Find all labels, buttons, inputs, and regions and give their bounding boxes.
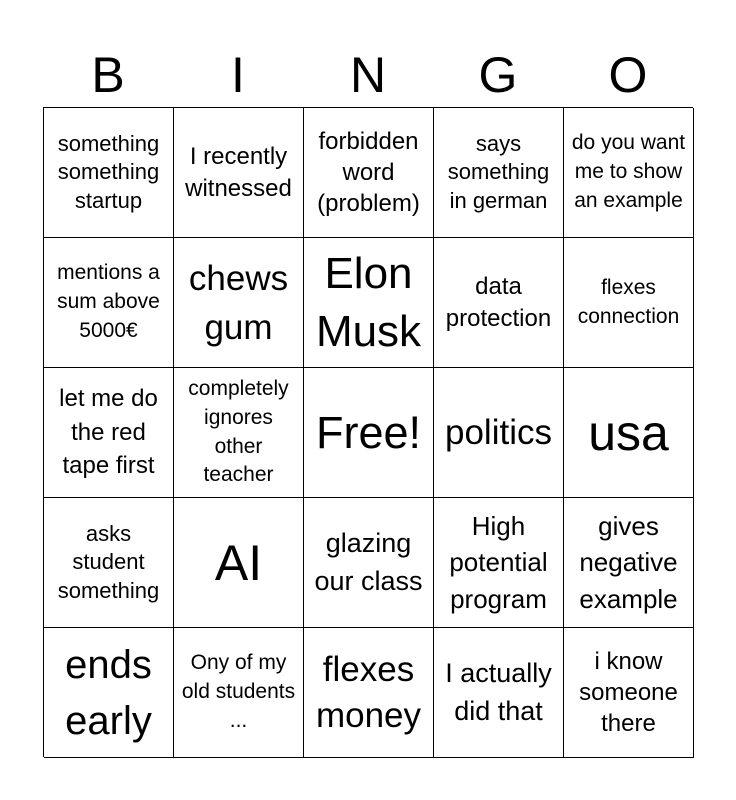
cell-text: says something in german xyxy=(447,130,550,213)
header-letter-b: B xyxy=(91,47,125,103)
bingo-cell-r4c2[interactable] xyxy=(174,498,304,628)
cell-text: flexes money xyxy=(315,650,422,735)
bingo-cell-r3c2[interactable] xyxy=(174,368,304,498)
cell-text: politics xyxy=(445,412,552,452)
bingo-cell-r4c1[interactable] xyxy=(44,498,174,628)
cell-text: chews gum xyxy=(188,258,289,347)
cell-text: Ony of my old students ... xyxy=(181,651,296,732)
cell-text: flexes connection xyxy=(577,275,680,328)
bingo-cell-r3c5[interactable] xyxy=(564,368,694,498)
cell-text: mentions a sum above 5000€ xyxy=(57,261,160,342)
bingo-cell-r4c5[interactable] xyxy=(564,498,694,628)
header-letter-o: O xyxy=(608,47,648,103)
header-letter-g: G xyxy=(478,47,518,103)
header-letter-i: I xyxy=(231,47,245,103)
bingo-header xyxy=(43,44,693,106)
bingo-cell-r2c2[interactable] xyxy=(174,238,304,368)
bingo-cell-r5c3[interactable] xyxy=(304,628,434,758)
bingo-cell-r5c4[interactable] xyxy=(434,628,564,758)
bingo-cell-r3c3[interactable] xyxy=(304,368,434,498)
cell-text: Elon Musk xyxy=(315,249,422,356)
bingo-card xyxy=(43,107,693,757)
cell-text: completely ignores other teacher xyxy=(188,376,289,487)
cell-text: usa xyxy=(588,404,669,461)
bingo-cell-r3c1[interactable] xyxy=(44,368,174,498)
bingo-cell-r2c4[interactable] xyxy=(434,238,564,368)
cell-text: forbidden word (problem) xyxy=(317,127,420,218)
bingo-cell-r4c3[interactable] xyxy=(304,498,434,628)
bingo-cell-r2c3[interactable] xyxy=(304,238,434,368)
cell-text: do you want me to show an example xyxy=(571,131,686,212)
bingo-cell-r5c5[interactable] xyxy=(564,628,694,758)
cell-text: ends early xyxy=(65,642,152,743)
bingo-cell-r2c1[interactable] xyxy=(44,238,174,368)
cell-text: data protection xyxy=(445,273,552,332)
cell-text: something something startup xyxy=(57,130,160,213)
cell-text: AI xyxy=(214,534,263,591)
cell-text: glazing our class xyxy=(314,527,423,596)
bingo-cell-r3c4[interactable] xyxy=(434,368,564,498)
cell-text: gives negative example xyxy=(579,510,678,614)
bingo-cell-r1c5[interactable] xyxy=(564,108,694,238)
cell-text: i know someone there xyxy=(579,647,678,738)
bingo-cell-r1c3[interactable] xyxy=(304,108,434,238)
cell-text: asks student something xyxy=(57,520,160,603)
bingo-cell-r1c2[interactable] xyxy=(174,108,304,238)
bingo-cell-r5c2[interactable] xyxy=(174,628,304,758)
cell-text: I recently witnessed xyxy=(185,143,292,202)
bingo-cell-r1c1[interactable] xyxy=(44,108,174,238)
bingo-cell-r2c5[interactable] xyxy=(564,238,694,368)
bingo-cell-r4c4[interactable] xyxy=(434,498,564,628)
cell-text: I actually did that xyxy=(445,657,552,726)
cell-text: High potential program xyxy=(449,510,548,614)
bingo-cell-r1c4[interactable] xyxy=(434,108,564,238)
bingo-cell-r5c1[interactable] xyxy=(44,628,174,758)
cell-text: let me do the red tape first xyxy=(59,385,158,480)
header-letter-n: N xyxy=(349,47,387,103)
cell-text: Free! xyxy=(315,406,422,458)
